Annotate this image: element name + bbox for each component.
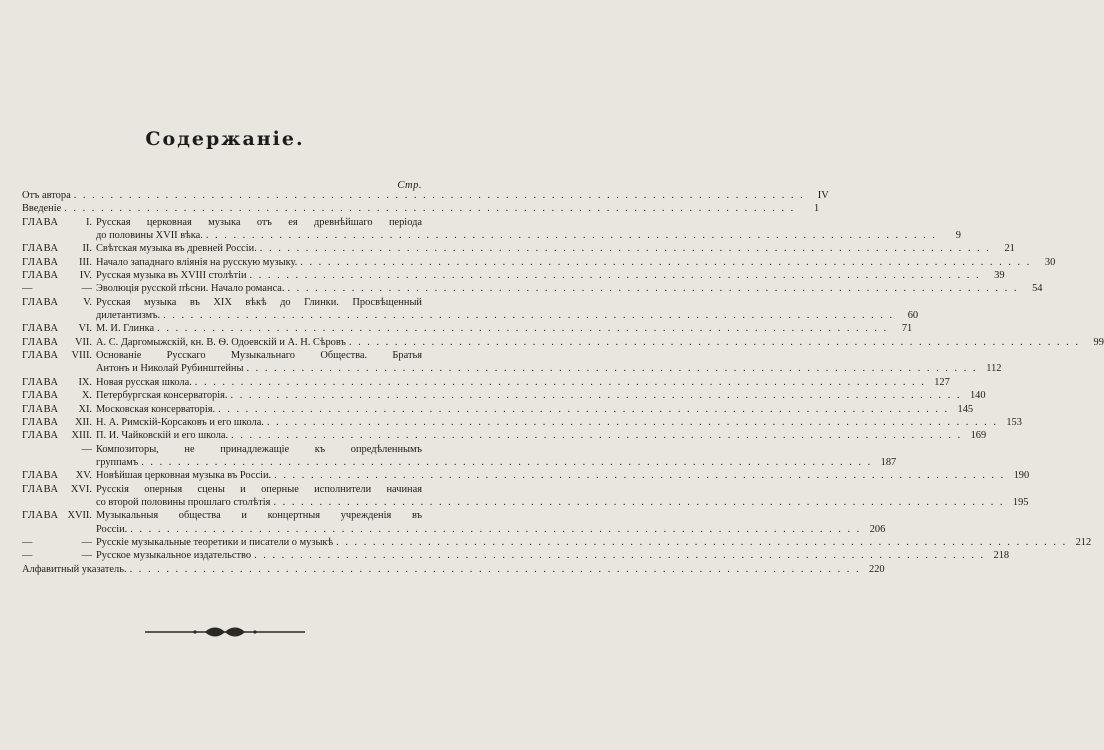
chapter-label: —: [22, 536, 33, 548]
chapter-number: VI.: [78, 323, 92, 335]
toc-entry-title: Новѣйшая церковная музыка въ Россіи.: [96, 470, 272, 482]
toc-entry-title: Петербургская консерваторія.: [96, 390, 228, 402]
toc-entry: [22, 336, 1104, 349]
decorative-divider: [145, 626, 305, 638]
dot-leader: . . . . . . . . . . . . . . . . . . . . . . . . . . . . . . . . . . . . . . . . . . . . . . . . . . . . . . . . . . . . . . . . . . . . . . . . . . . . . . . .: [254, 550, 986, 562]
toc-page-number: IV: [817, 190, 829, 201]
chapter-number: XII.: [74, 416, 92, 428]
chapter-label: ГЛАВА: [22, 296, 59, 308]
toc-line: [96, 376, 950, 389]
chapter-number: —: [81, 536, 92, 548]
toc-page-number: 9: [955, 230, 961, 242]
chapter-number: V.: [83, 296, 92, 308]
toc-entry: [22, 189, 829, 202]
toc-entry-title: Начало западнаго вліянія на русскую музыку.: [96, 256, 298, 268]
toc-page-number: 145: [957, 403, 974, 415]
chapter-label: —: [22, 283, 33, 295]
toc-page-number: 39: [994, 270, 1005, 282]
chapter-label: ГЛАВА: [22, 256, 59, 268]
toc-entry-title: Н. А. Римскій-Корсаковъ и его школа.: [96, 416, 264, 428]
toc-entry-body: [96, 256, 1056, 269]
toc-entry-title: Антонъ и Николай Рубинштейны: [96, 363, 244, 375]
toc-line: [96, 389, 986, 402]
toc-page-number: 54: [1032, 283, 1043, 295]
toc-entry: [22, 443, 897, 470]
toc-line: [96, 429, 987, 442]
toc-line: [96, 256, 1056, 269]
toc-page-number: 1: [814, 203, 820, 215]
toc-line: [22, 202, 819, 215]
toc-entry: [22, 202, 820, 215]
toc-page-number: 71: [901, 323, 913, 335]
dot-leader: . . . . . . . . . . . . . . . . . . . . . . . . . . . . . . . . . . . . . . . . . . . . . . . . . . . . . . . . . . . . . . . . . . . . . . . . . . . . . . . .: [273, 496, 1005, 508]
toc-entry-title: Русскія оперныя сцены и оперные исполнители начиная: [96, 483, 422, 495]
toc-line: [96, 496, 1029, 509]
chapter-number: —: [81, 443, 92, 455]
toc-entry: [22, 536, 1092, 549]
toc-page-number: 218: [993, 550, 1010, 562]
chapter-number: XVI.: [70, 483, 92, 495]
toc-entry: [22, 549, 1010, 562]
chapter-number: II.: [82, 243, 92, 255]
toc-entry: [22, 269, 1005, 282]
toc-line: [22, 189, 829, 202]
toc-entry: [22, 322, 913, 335]
table-of-contents: [22, 189, 1104, 576]
toc-entry-body: [96, 549, 1010, 562]
toc-page-number: 21: [1004, 243, 1015, 255]
toc-page-number: 169: [970, 430, 987, 442]
toc-entry-body: [96, 282, 1043, 295]
toc-line: [96, 336, 1104, 349]
dot-leader: . . . . . . . . . . . . . . . . . . . . . . . . . . . . . . . . . . . . . . . . . . . . . . . . . . . . . . . . . . . . . . . . . . . . . . . . . . . . . . . .: [230, 390, 962, 402]
toc-line: [96, 416, 1022, 429]
dot-leader: . . . . . . . . . . . . . . . . . . . . . . . . . . . . . . . . . . . . . . . . . . . . . . . . . . . . . . . . . . . . . . . . . . . . . . . . . . . . . . . .: [141, 456, 873, 468]
toc-entry-title: А. С. Даргомыжскій, кн. В. Ѳ. Одоевскій и А. Н. Сѣровъ: [96, 336, 346, 348]
toc-entry-body: [96, 376, 950, 389]
chapter-number: —: [81, 283, 92, 295]
toc-line: [96, 229, 961, 242]
toc-entry-body: [96, 242, 1015, 255]
toc-entry-title: Московская консерваторія.: [96, 403, 216, 415]
toc-entry: [22, 216, 961, 243]
chapter-label: ГЛАВА: [22, 510, 59, 522]
chapter-label: ГЛАВА: [22, 483, 59, 495]
toc-line: [96, 242, 1015, 255]
dot-leader: . . . . . . . . . . . . . . . . . . . . . . . . . . . . . . . . . . . . . . . . . . . . . . . . . . . . . . . . . . . . . . . . . . . . . . . . . . . . . . . .: [300, 256, 1032, 268]
toc-entry-title: Русская музыка въ XVIII столѣтіи: [96, 270, 247, 282]
toc-page-number: 195: [1012, 496, 1029, 508]
toc-line: [96, 469, 1030, 482]
toc-line: [22, 563, 885, 576]
toc-entry-title: Алфавитный указатель.: [22, 563, 127, 575]
dot-leader: . . . . . . . . . . . . . . . . . . . . . . . . . . . . . . . . . . . . . . . . . . . . . . . . . . . . . . . . . . . . . . . . . . . . . . . . . . . . . . . .: [348, 336, 1080, 348]
toc-line: [96, 362, 1002, 375]
chapter-label: ГЛАВА: [22, 216, 59, 228]
toc-entry: [22, 282, 1043, 295]
toc-entry-title: Отъ автора: [22, 190, 71, 201]
toc-line: [96, 309, 919, 322]
dot-leader: . . . . . . . . . . . . . . . . . . . . . . . . . . . . . . . . . . . . . . . . . . . . . . . . . . . . . . . . . . . . . . . . . . . . . . . . . . . . . . . .: [157, 323, 889, 335]
toc-line: [96, 322, 913, 335]
toc-entry: [22, 429, 987, 442]
toc-line: [96, 456, 897, 469]
chapter-number: XIII.: [71, 430, 92, 442]
toc-entry-body: [96, 322, 913, 335]
toc-entry-title: Введеніе: [22, 203, 62, 215]
toc-entry-body: [96, 429, 987, 442]
toc-entry-title: П. И. Чайковскій и его школа.: [96, 430, 229, 442]
toc-page-number: 190: [1013, 470, 1030, 482]
toc-entry: [22, 483, 1029, 510]
toc-entry-body: [96, 536, 1092, 549]
toc-entry-title: со второй половины прошлаго столѣтія: [96, 496, 271, 508]
toc-entry-title: Эволюція русской пѣсни. Начало романса.: [96, 283, 285, 295]
toc-entry-body: [96, 269, 1005, 282]
toc-entry-title: Русское музыкальное издательство: [96, 550, 252, 562]
toc-entry: [22, 376, 950, 389]
chapter-number: III.: [79, 256, 92, 268]
chapter-label: ГЛАВА: [22, 390, 59, 402]
toc-entry-title: дилетантизмъ.: [96, 310, 161, 322]
chapter-label: ГЛАВА: [22, 336, 59, 348]
toc-entry-title: Композиторы, не принадлежащіе къ опредѣленнымъ: [96, 443, 422, 455]
toc-page-number: 220: [869, 563, 885, 575]
toc-entry-body: [96, 416, 1022, 429]
toc-entry-title: Русская церковная музыка отъ ея древнѣйшаго періода: [96, 216, 422, 228]
dot-leader: . . . . . . . . . . . . . . . . . . . . . . . . . . . . . . . . . . . . . . . . . . . . . . . . . . . . . . . . . . . . . . . . . . . . . . . . . . . . . . . .: [218, 403, 950, 415]
toc-entry-body: [96, 296, 919, 323]
toc-line: [96, 269, 1005, 282]
chapter-label: ГЛАВА: [22, 376, 59, 388]
toc-entry-title: Русскіе музыкальные теоретики и писатели о музыкѣ: [96, 536, 334, 548]
toc-page-number: 112: [986, 363, 1002, 375]
dot-leader: . . . . . . . . . . . . . . . . . . . . . . . . . . . . . . . . . . . . . . . . . . . . . . . . . . . . . . . . . . . . . . . . . . . . . . . . . . . . . . . .: [129, 563, 861, 575]
toc-entry-body: [96, 403, 974, 416]
toc-entry-title: группамъ: [96, 456, 139, 468]
toc-entry: [22, 242, 1015, 255]
toc-entry-body: [96, 469, 1030, 482]
dot-leader: . . . . . . . . . . . . . . . . . . . . . . . . . . . . . . . . . . . . . . . . . . . . . . . . . . . . . . . . . . . . . . . . . . . . . . . . . . . . . . . .: [287, 283, 1019, 295]
toc-page-number: 212: [1075, 536, 1092, 548]
dot-leader: . . . . . . . . . . . . . . . . . . . . . . . . . . . . . . . . . . . . . . . . . . . . . . . . . . . . . . . . . . . . . . . . . . . . . . . . . . . . . . . .: [246, 363, 978, 375]
toc-entry-body: [96, 216, 961, 243]
dot-leader: . . . . . . . . . . . . . . . . . . . . . . . . . . . . . . . . . . . . . . . . . . . . . . . . . . . . . . . . . . . . . . . . . . . . . . . . . . . . . . . .: [336, 536, 1068, 548]
toc-entry-body: [96, 443, 897, 470]
toc-entry: [22, 349, 1002, 376]
chapter-label: ГЛАВА: [22, 243, 59, 255]
chapter-number: I.: [85, 216, 92, 228]
chapter-number: XV.: [75, 470, 92, 482]
toc-entry: [22, 296, 919, 323]
toc-entry-title: Основаніе Русскаго Музыкальнаго Общества. Братья: [96, 350, 422, 362]
toc-entry-title: Русская музыка въ XIX вѣкѣ до Глинки. Просвѣщенный: [96, 296, 422, 308]
toc-entry-body: [96, 336, 1104, 349]
toc-entry: [22, 469, 1030, 482]
toc-entry-title: Россіи.: [96, 523, 128, 535]
dot-leader: . . . . . . . . . . . . . . . . . . . . . . . . . . . . . . . . . . . . . . . . . . . . . . . . . . . . . . . . . . . . . . . . . . . . . . . . . . . . . . . .: [64, 203, 796, 215]
toc-entry: [22, 256, 1056, 269]
dot-leader: . . . . . . . . . . . . . . . . . . . . . . . . . . . . . . . . . . . . . . . . . . . . . . . . . . . . . . . . . . . . . . . . . . . . . . . . . . . . . . . .: [163, 310, 895, 322]
toc-page-number: 99: [1093, 336, 1104, 348]
chapter-label: ГЛАВА: [22, 323, 59, 335]
dot-leader: . . . . . . . . . . . . . . . . . . . . . . . . . . . . . . . . . . . . . . . . . . . . . . . . . . . . . . . . . . . . . . . . . . . . . . . . . . . . . . . .: [130, 523, 862, 535]
toc-entry-title: М. И. Глинка: [96, 323, 155, 335]
toc-entry-body: [96, 389, 986, 402]
chapter-number: VIII.: [71, 350, 92, 362]
toc-entry-title: Музыкальныя общества и концертныя учрежденія въ: [96, 510, 422, 522]
toc-entry-body: [96, 349, 1002, 376]
chapter-number: IX.: [78, 376, 92, 388]
toc-line: [96, 403, 974, 416]
chapter-label: —: [22, 550, 33, 562]
page-title: Содержаніе.: [145, 128, 305, 150]
chapter-label: ГЛАВА: [22, 350, 59, 362]
toc-line: [96, 549, 1010, 562]
toc-page-number: 153: [1006, 416, 1022, 428]
toc-page-number: 127: [934, 376, 950, 388]
chapter-number: IV.: [79, 270, 92, 282]
chapter-number: XVII.: [67, 510, 92, 522]
chapter-number: —: [81, 550, 92, 562]
toc-page-number: 140: [969, 390, 986, 402]
dot-leader: . . . . . . . . . . . . . . . . . . . . . . . . . . . . . . . . . . . . . . . . . . . . . . . . . . . . . . . . . . . . . . . . . . . . . . . . . . . . . . . .: [274, 470, 1006, 482]
dot-leader: . . . . . . . . . . . . . . . . . . . . . . . . . . . . . . . . . . . . . . . . . . . . . . . . . . . . . . . . . . . . . . . . . . . . . . . . . . . . . . . .: [205, 230, 937, 242]
toc-entry-title: до половины XVII вѣка.: [96, 230, 203, 242]
toc-entry-body: [96, 483, 1029, 510]
toc-entry: [22, 509, 886, 536]
chapter-number: X.: [81, 390, 92, 402]
toc-line: [96, 282, 1043, 295]
toc-page-number: 30: [1044, 256, 1056, 268]
dot-leader: . . . . . . . . . . . . . . . . . . . . . . . . . . . . . . . . . . . . . . . . . . . . . . . . . . . . . . . . . . . . . . . . . . . . . . . . . . . . . . . .: [231, 430, 963, 442]
toc-entry: [22, 389, 986, 402]
toc-entry-body: [96, 509, 886, 536]
chapter-label: ГЛАВА: [22, 403, 59, 415]
toc-page-number: 206: [869, 523, 886, 535]
chapter-label: ГЛАВА: [22, 270, 59, 282]
dot-leader: . . . . . . . . . . . . . . . . . . . . . . . . . . . . . . . . . . . . . . . . . . . . . . . . . . . . . . . . . . . . . . . . . . . . . . . . . . . . . . . .: [194, 376, 926, 388]
toc-entry: [22, 416, 1022, 429]
toc-page-number: 187: [880, 456, 897, 468]
chapter-number: VII.: [74, 336, 92, 348]
dot-leader: . . . . . . . . . . . . . . . . . . . . . . . . . . . . . . . . . . . . . . . . . . . . . . . . . . . . . . . . . . . . . . . . . . . . . . . . . . . . . . . .: [73, 190, 805, 201]
dot-leader: . . . . . . . . . . . . . . . . . . . . . . . . . . . . . . . . . . . . . . . . . . . . . . . . . . . . . . . . . . . . . . . . . . . . . . . . . . . . . . . .: [259, 243, 991, 255]
toc-entry-title: Новая русская школа.: [96, 376, 192, 388]
toc-entry: [22, 403, 974, 416]
toc-line: [96, 536, 1092, 549]
toc-entry: [22, 563, 885, 576]
toc-entry-title: Свѣтская музыка въ древней Россіи.: [96, 243, 257, 255]
dot-leader: . . . . . . . . . . . . . . . . . . . . . . . . . . . . . . . . . . . . . . . . . . . . . . . . . . . . . . . . . . . . . . . . . . . . . . . . . . . . . . . .: [266, 416, 998, 428]
toc-line: [96, 523, 886, 536]
dot-leader: . . . . . . . . . . . . . . . . . . . . . . . . . . . . . . . . . . . . . . . . . . . . . . . . . . . . . . . . . . . . . . . . . . . . . . . . . . . . . . . .: [249, 270, 981, 282]
chapter-label: ГЛАВА: [22, 430, 59, 442]
chapter-label: ГЛАВА: [22, 470, 59, 482]
toc-page-number: 60: [907, 310, 919, 322]
chapter-number: XI.: [78, 403, 92, 415]
chapter-label: ГЛАВА: [22, 416, 59, 428]
page-column-label: Стр.: [397, 180, 422, 191]
